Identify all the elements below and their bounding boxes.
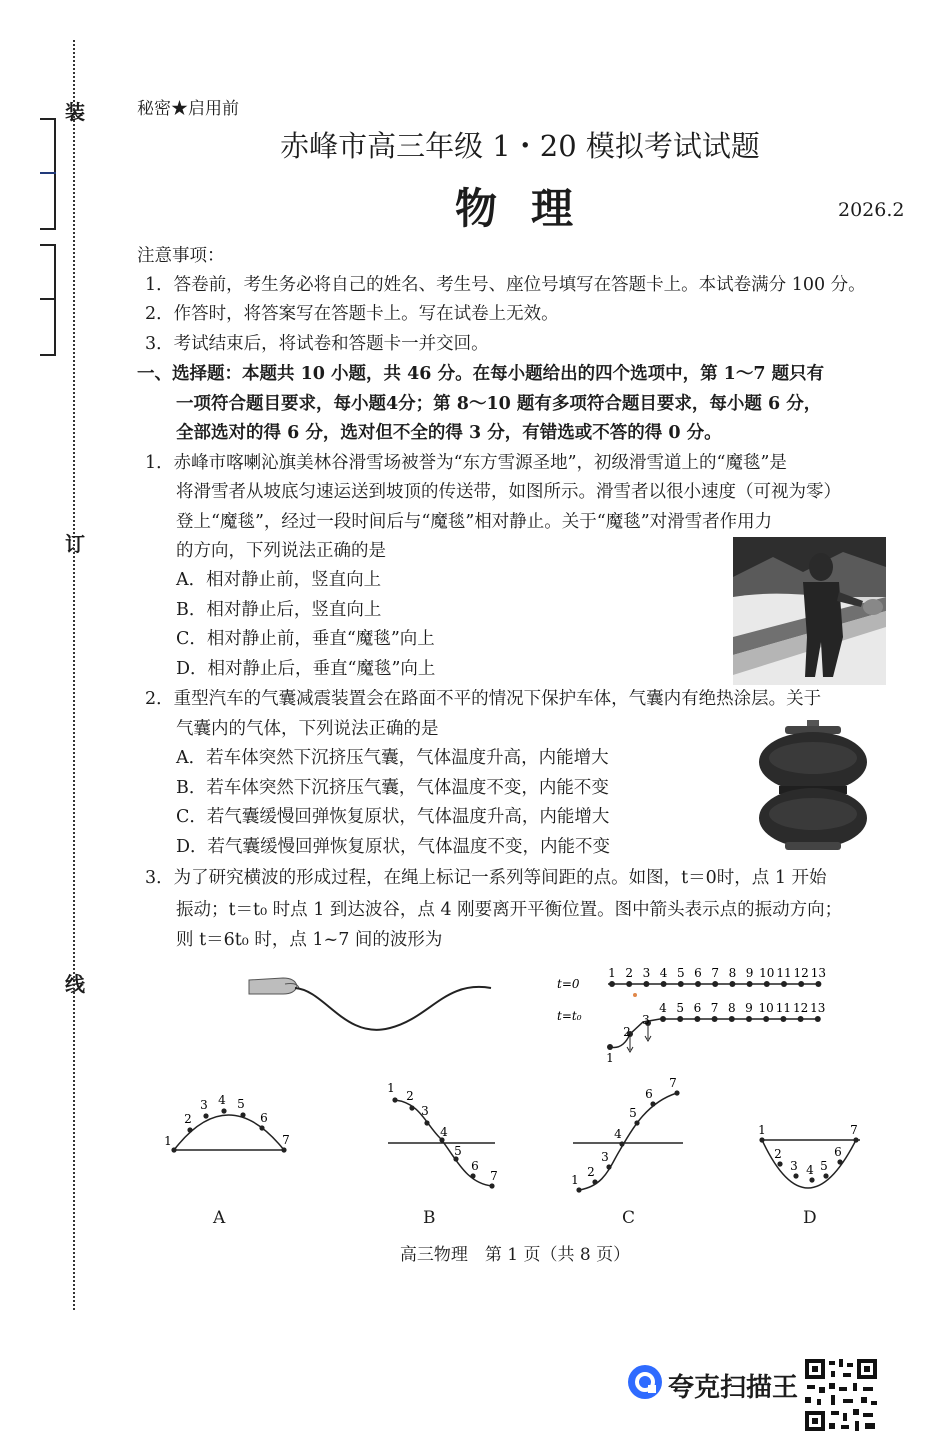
wave-point	[823, 1173, 828, 1178]
rope-point-label: 10	[759, 966, 775, 980]
rope-point	[729, 981, 735, 987]
rope-point	[661, 981, 667, 987]
notice-item: 2．作答时，将答案写在答题卡上。写在试卷上无效。	[145, 304, 559, 324]
q3-stem-line: 振动；t＝t₀ 时点 1 到达波谷，点 4 刚要离开平衡位置。图中箭头表示点的振动方向；	[176, 900, 843, 920]
q2-option-b: B．若车体突然下沉挤压气囊，气体温度不变，内能不变	[176, 778, 609, 798]
waveform-choice-c	[565, 1078, 690, 1198]
rope-point-label: 2	[623, 1025, 631, 1039]
rope-point-label: 4	[659, 1001, 667, 1015]
q2-stem-line: 2．重型汽车的气囊减震装置会在路面不平的情况下保护车体，气囊内有绝热涂层。关于	[145, 689, 822, 709]
label-t0: t=0	[557, 977, 580, 991]
label-tt0: t=t₀	[557, 1009, 582, 1023]
row2-points	[606, 1001, 825, 1065]
wave-point-label: 2	[184, 1112, 192, 1126]
rope-point	[815, 1016, 821, 1022]
wave-point	[793, 1173, 798, 1178]
wave-point-label: 7	[669, 1078, 677, 1090]
q1-stem-line: 的方向，下列说法正确的是	[176, 541, 386, 561]
rope-point	[729, 1016, 735, 1022]
q3-stem-line: 3．为了研究横波的形成过程，在绳上标记一系列等间距的点。如图，t＝0时，点 1 开始	[145, 868, 827, 888]
exam-title: 赤峰市高三年级 1・20 模拟考试试题	[280, 129, 760, 163]
rope-point-label: 6	[694, 966, 702, 980]
wave-point-label: 3	[200, 1098, 208, 1112]
rope-point-label: 7	[710, 1001, 719, 1015]
wave-point	[187, 1127, 192, 1132]
wave-point	[809, 1177, 814, 1182]
q1-option-a: A．相对静止前，竖直向上	[176, 570, 382, 590]
rope-point	[626, 981, 632, 987]
binding-char-zhuang: 装	[65, 100, 85, 124]
rope-point	[607, 1044, 613, 1050]
q1-stem-line: 将滑雪者从坡底匀速运送到坡顶的传送带，如图所示。滑雪者以很小速度（可视为零）	[176, 482, 841, 502]
rope-point	[764, 981, 770, 987]
rope-point-label: 6	[693, 1001, 702, 1015]
rope-point-label: 5	[676, 1001, 685, 1015]
rope-point	[763, 1016, 769, 1022]
wave-point	[634, 1120, 639, 1125]
rope-point-label: 12	[793, 966, 809, 980]
waveform-choice-a	[160, 1080, 295, 1160]
rope-point-label: 9	[745, 1001, 753, 1015]
rope-point	[712, 981, 718, 987]
wave-point-label: 7	[490, 1169, 498, 1183]
wave-point-label: 2	[587, 1165, 595, 1179]
hand-rope-figure	[245, 970, 500, 1040]
wave-point	[576, 1187, 581, 1192]
rope-point	[747, 981, 753, 987]
brand-logo-icon	[626, 1363, 664, 1401]
binding-char-ding: 订	[65, 532, 85, 556]
rope-point-label: 13	[810, 966, 827, 980]
rope-point-label: 11	[775, 1001, 792, 1015]
rope-point-label: 12	[792, 1001, 809, 1015]
rope-point	[746, 1016, 752, 1022]
rope-point	[798, 1016, 804, 1022]
wave-point-label: 1	[571, 1173, 579, 1187]
wave-point-label: 3	[790, 1159, 798, 1173]
wave-point-label: 5	[237, 1097, 245, 1111]
section-heading-line: 全部选对的得 6 分，选对但不全的得 3 分，有错选或不答的得 0 分。	[176, 423, 722, 443]
rope-point-label: 9	[745, 966, 754, 980]
rope-point	[643, 981, 649, 987]
wave-point-label: 7	[282, 1133, 290, 1147]
wave-point-label: 1	[758, 1123, 766, 1137]
rope-point-label: 8	[727, 1001, 736, 1015]
q2-option-a: A．若车体突然下沉挤压气囊，气体温度升高，内能增大	[176, 748, 609, 768]
choice-label-b: B	[423, 1208, 436, 1228]
rope-point	[660, 1016, 666, 1022]
rope-point-label: 8	[728, 966, 737, 980]
rope-point	[695, 981, 701, 987]
wave-point	[203, 1113, 208, 1118]
wave-point-label: 6	[834, 1145, 842, 1159]
q1-option-d: D．相对静止后，垂直“魔毯”向上	[176, 659, 436, 679]
wave-point	[259, 1125, 264, 1130]
q3-stem-line: 则 t＝6t₀ 时，点 1~7 间的波形为	[176, 930, 443, 950]
q1-stem-line: 1．赤峰市喀喇沁旗美林谷滑雪场被誉为“东方雪源圣地”，初级滑雪道上的“魔毯”是	[145, 453, 787, 473]
wave-point	[221, 1108, 226, 1113]
qr-code-icon[interactable]	[803, 1357, 879, 1433]
rope-point-label: 1	[608, 966, 616, 980]
skier-photo	[733, 537, 886, 685]
rope-point-label: 10	[758, 1001, 774, 1015]
notice-item: 3．考试结束后，将试卷和答题卡一并交回。	[145, 334, 489, 354]
wave-point	[240, 1112, 245, 1117]
rope-point-label: 1	[606, 1051, 614, 1065]
waveform-choice-d	[752, 1118, 872, 1198]
rope-point-label: 7	[711, 966, 720, 980]
wave-point-label: 4	[218, 1093, 226, 1107]
wave-point	[424, 1120, 429, 1125]
rope-point	[694, 1016, 700, 1022]
binding-bracket-lower	[40, 244, 56, 356]
rope-point	[609, 981, 615, 987]
wave-point	[592, 1179, 597, 1184]
wave-point	[619, 1141, 624, 1146]
wave-point	[606, 1164, 611, 1169]
rope-point-label: 11	[776, 966, 792, 980]
rope-point-label: 4	[659, 966, 668, 980]
wave-point-label: 5	[820, 1159, 828, 1173]
wave-point	[777, 1161, 782, 1166]
wave-point-label: 5	[629, 1106, 637, 1120]
q2-option-c: C．若气囊缓慢回弹恢复原状，气体温度升高，内能增大	[176, 807, 610, 827]
wave-point	[853, 1137, 858, 1142]
rope-points-diagram	[555, 962, 830, 1067]
wave-point	[759, 1137, 764, 1142]
choice-label-c: C	[622, 1208, 636, 1228]
exam-date: 2026.2	[838, 199, 905, 221]
wave-point	[470, 1173, 475, 1178]
wave-point	[489, 1183, 494, 1188]
section-heading-line: 一、选择题：本题共 10 小题，共 46 分。在每小题给出的四个选项中，第 1～7 题只有	[137, 364, 825, 384]
wave-point-label: 6	[471, 1159, 479, 1173]
wave-point-label: 5	[454, 1144, 462, 1158]
rope-point-label: 3	[642, 1013, 650, 1027]
rope-point-label: 3	[642, 966, 651, 980]
q2-option-d: D．若气囊缓慢回弹恢复原状，气体温度不变，内能不变	[176, 837, 611, 857]
rope-point-label: 5	[676, 966, 685, 980]
wave-point-label: 1	[164, 1134, 172, 1148]
secret-label: 秘密★启用前	[137, 99, 239, 119]
q1-option-b: B．相对静止后，竖直向上	[176, 600, 382, 620]
wave-point	[409, 1105, 414, 1110]
wave-point-label: 6	[260, 1111, 268, 1125]
wave-point-label: 2	[774, 1147, 782, 1161]
wave-point-label: 4	[806, 1163, 814, 1177]
wave-point-label: 3	[601, 1150, 609, 1164]
wave-point	[837, 1159, 842, 1164]
binding-tick-upper	[40, 172, 56, 174]
rope-point	[781, 981, 787, 987]
wave-point	[171, 1147, 176, 1152]
rope-point	[678, 981, 684, 987]
q1-stem-line: 登上“魔毯”，经过一段时间后与“魔毯”相对静止。关于“魔毯”对滑雪者作用力	[176, 512, 773, 532]
page-footer: 高三物理 第 1 页（共 8 页）	[399, 1245, 631, 1265]
q1-option-c: C．相对静止前，垂直“魔毯”向上	[176, 629, 435, 649]
q2-stem-line: 气囊内的气体，下列说法正确的是	[176, 719, 439, 739]
wave-point-label: 4	[440, 1125, 448, 1139]
section-heading-line: 一项符合题目要求，每小题4分；第 8～10 题有多项符合题目要求，每小题 6 分，	[176, 394, 822, 414]
wave-point	[392, 1097, 397, 1102]
choice-label-a: A	[213, 1208, 226, 1228]
wave-point	[674, 1090, 679, 1095]
wave-point-label: 1	[387, 1081, 395, 1095]
brand-name: 夸克扫描王	[668, 1373, 799, 1403]
subject-title: 物理	[454, 184, 607, 233]
wave-point-label: 4	[614, 1127, 622, 1141]
air-spring-photo	[757, 718, 869, 853]
notice-item: 1．答卷前，考生务必将自己的姓名、考生号、座位号填写在答题卡上。本试卷满分 100 分。	[145, 275, 866, 295]
waveform-choice-b	[380, 1078, 500, 1198]
binding-tick-lower	[40, 298, 56, 300]
wave-point-label: 7	[850, 1123, 858, 1137]
rope-point	[815, 981, 821, 987]
rope-point-label: 2	[625, 966, 634, 980]
wave-point	[650, 1101, 655, 1106]
rope-point-label: 13	[810, 1001, 826, 1015]
choice-label-d: D	[803, 1208, 817, 1228]
wave-point-label: 6	[645, 1087, 653, 1101]
wave-point-label: 3	[421, 1104, 429, 1118]
notice-heading: 注意事项：	[137, 246, 225, 266]
rope-point	[712, 1016, 718, 1022]
wave-point	[281, 1147, 286, 1152]
rope-point	[677, 1016, 683, 1022]
wave-point-label: 2	[406, 1089, 414, 1103]
rope-point	[798, 981, 804, 987]
rope-point	[780, 1016, 786, 1022]
binding-char-xian: 线	[65, 972, 85, 996]
